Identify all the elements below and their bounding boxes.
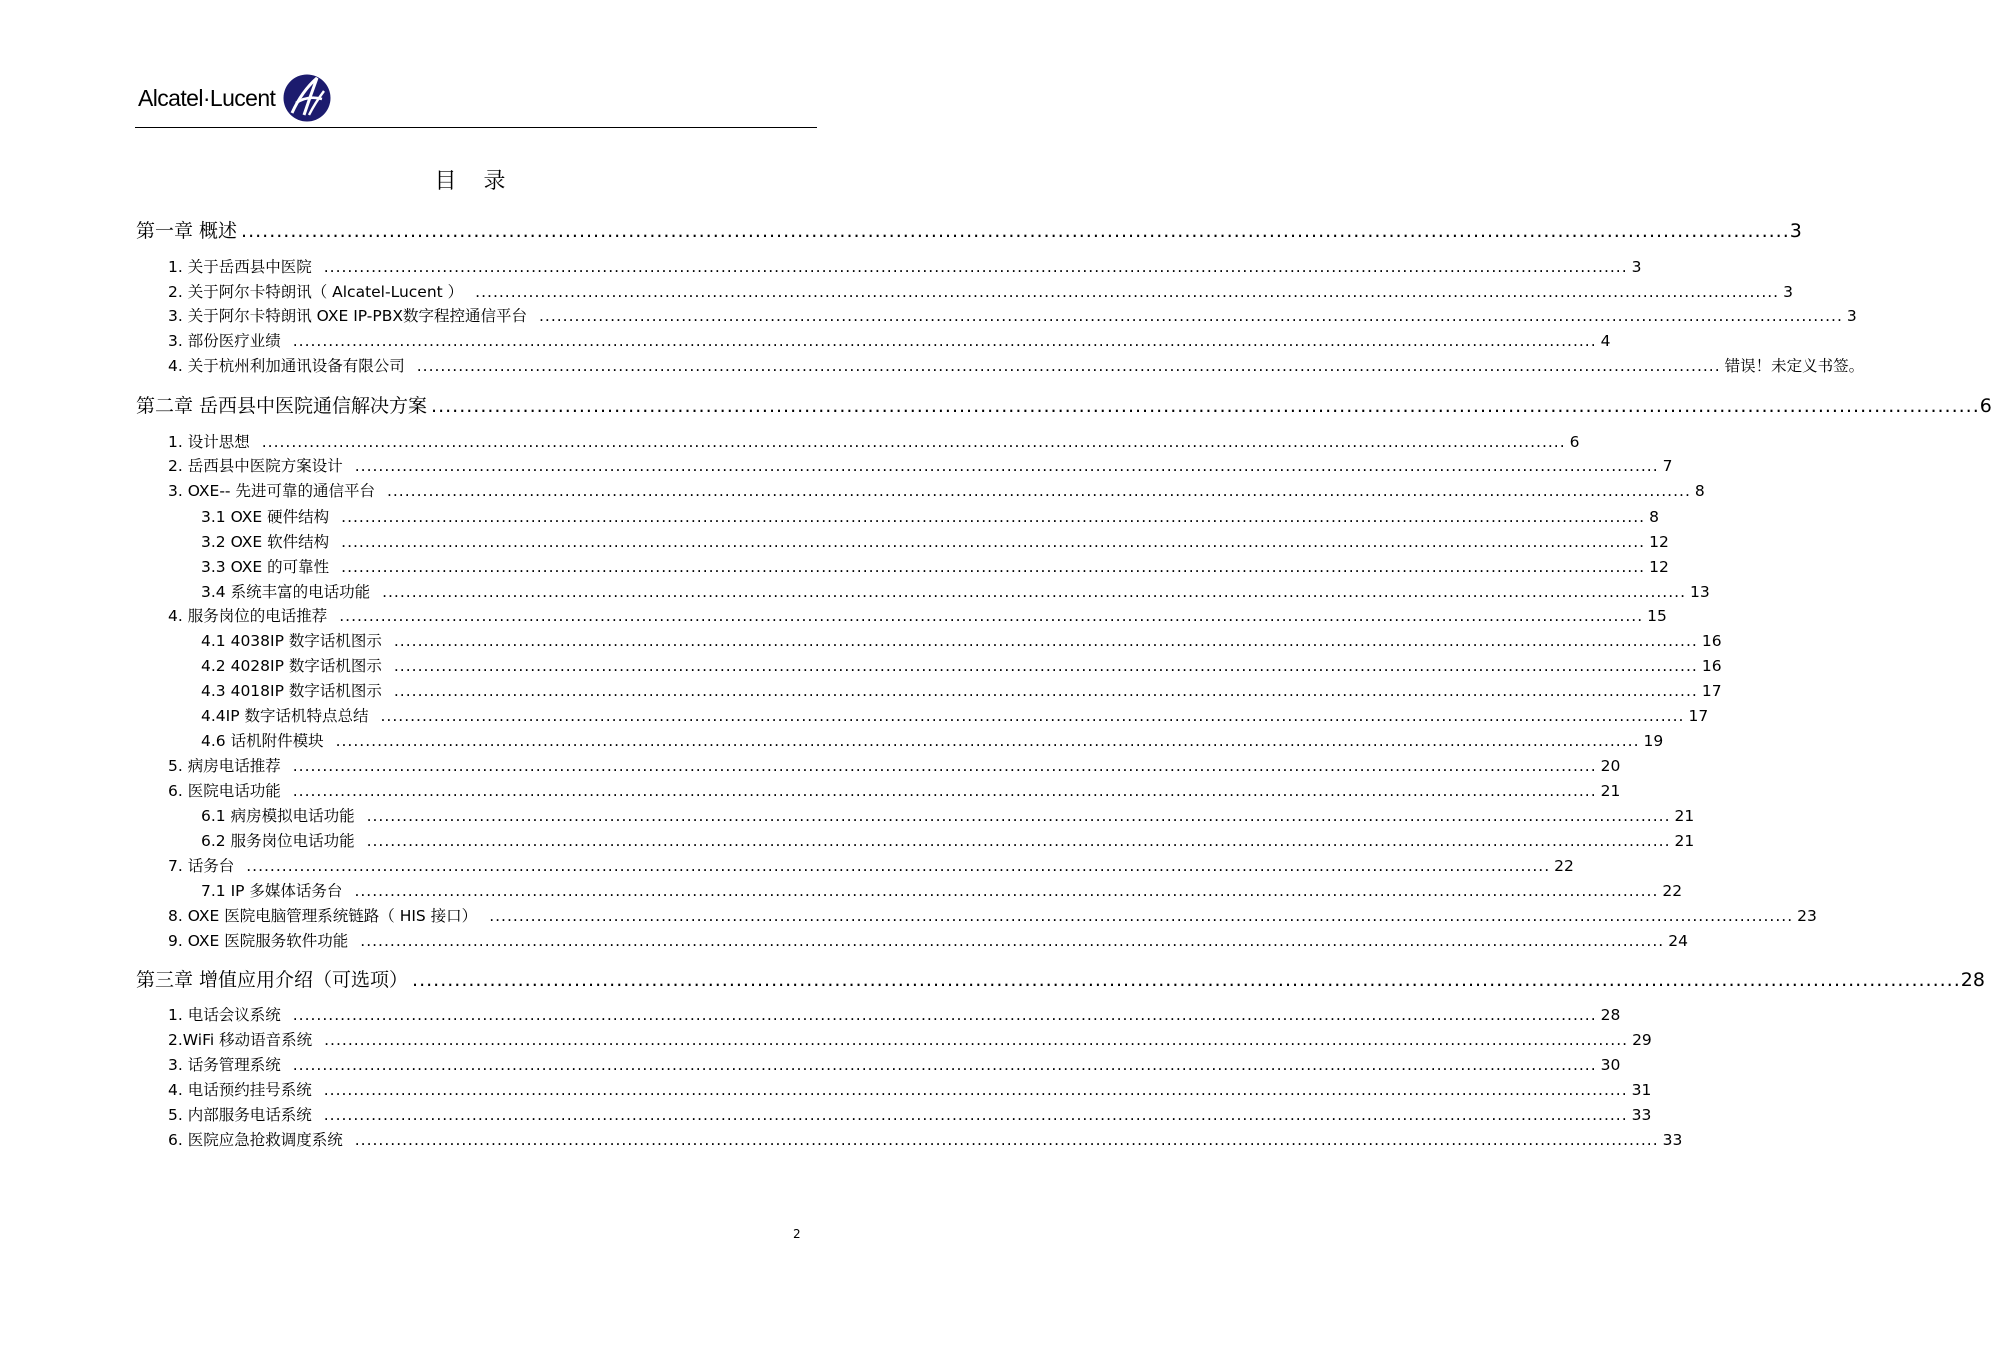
toc-section-entry[interactable] xyxy=(168,1003,1621,1025)
toc-entry-page: 31 xyxy=(1631,1081,1652,1099)
toc-dot-leader: ............................................................................................................................................................................................................................ xyxy=(489,907,1794,925)
toc-dot-leader: ............................................................................................................................................................................................................................ xyxy=(292,1056,1597,1074)
toc-section-entry[interactable] xyxy=(168,255,1642,277)
toc-entry-page: 24 xyxy=(1668,932,1688,950)
toc-dot-leader: ............................................................................................................................................................................................................................ xyxy=(292,757,1597,775)
toc-entry-label: 1. 电话会议系统 xyxy=(168,1006,281,1024)
company-logo xyxy=(138,72,332,124)
toc-dot-leader: ............................................................................................................................................................................................................................ xyxy=(380,707,1685,725)
toc-entry-page: 8 xyxy=(1694,482,1705,500)
toc-dot-leader: ............................................................................................................................................................................................................................ xyxy=(323,1081,1628,1099)
toc-section-entry[interactable] xyxy=(168,1053,1621,1075)
toc-entry-page: 12 xyxy=(1649,533,1669,551)
toc-dot-leader: ............................................................................................................................................................................................................................ xyxy=(354,882,1659,900)
toc-entry-label: 3.3 OXE 的可靠性 xyxy=(201,558,330,576)
toc-section-entry[interactable] xyxy=(168,479,1705,501)
toc-section-entry[interactable] xyxy=(168,454,1673,476)
toc-dot-leader: ............................................................................................................................................................................................................................ xyxy=(341,533,1646,551)
toc-section-entry[interactable] xyxy=(201,555,1669,577)
alcatel-lucent-a-mark-icon xyxy=(282,73,332,123)
toc-entry-label: 6. 医院电话功能 xyxy=(168,782,281,800)
toc-section-entry[interactable] xyxy=(201,804,1695,826)
toc-entry-page: 29 xyxy=(1632,1031,1652,1049)
toc-entry-page: 33 xyxy=(1662,1131,1683,1149)
toc-entry-label: 4.3 4018IP 数字话机图示 xyxy=(201,682,382,700)
toc-dot-leader: ............................................................................................................................................................................................................................ xyxy=(431,395,1980,417)
toc-entry-page: 23 xyxy=(1797,907,1817,925)
toc-entry-label: 3. 话务管理系统 xyxy=(168,1056,281,1074)
toc-chapter-entry[interactable] xyxy=(136,965,1985,992)
toc-entry-label: 3. 部份医疗业绩 xyxy=(168,332,281,350)
toc-chapter-entry[interactable] xyxy=(136,391,1992,418)
toc-entry-page: 21 xyxy=(1674,832,1695,850)
toc-section-entry[interactable] xyxy=(168,304,1857,326)
toc-entry-label: 6.2 服务岗位电话功能 xyxy=(201,832,355,850)
toc-entry-label: 9. OXE 医院服务软件功能 xyxy=(168,932,349,950)
toc-title: 目 录 xyxy=(434,169,516,194)
toc-section-entry[interactable] xyxy=(201,654,1722,676)
toc-dot-leader: ............................................................................................................................................................................................................................ xyxy=(386,482,1691,500)
toc-entry-label: 4. 电话预约挂号系统 xyxy=(168,1081,312,1099)
toc-section-entry[interactable] xyxy=(168,604,1667,626)
toc-chapter-entry[interactable] xyxy=(136,216,1802,243)
toc-entry-page: 6 xyxy=(1979,395,1992,417)
toc-entry-label: 4. 服务岗位的电话推荐 xyxy=(168,607,328,625)
toc-dot-leader: ............................................................................................................................................................................................................................ xyxy=(292,782,1597,800)
toc-dot-leader: ............................................................................................................................................................................................................................ xyxy=(339,607,1644,625)
toc-entry-page: 3 xyxy=(1631,258,1642,276)
toc-dot-leader: ............................................................................................................................................................................................................................ xyxy=(241,220,1790,242)
toc-entry-page: 33 xyxy=(1631,1106,1652,1124)
toc-entry-page: 28 xyxy=(1960,969,1985,991)
toc-dot-leader: ............................................................................................................................................................................................................................ xyxy=(366,832,1671,850)
toc-entry-page: 20 xyxy=(1600,757,1621,775)
toc-entry-label: 7.1 IP 多媒体话务台 xyxy=(201,882,343,900)
toc-section-entry[interactable] xyxy=(168,904,1817,926)
toc-dot-leader: ............................................................................................................................................................................................................................ xyxy=(261,433,1566,451)
toc-entry-label: 3.1 OXE 硬件结构 xyxy=(201,508,330,526)
toc-dot-leader: ............................................................................................................................................................................................................................ xyxy=(246,857,1551,875)
toc-entry-label: 2. 岳西县中医院方案设计 xyxy=(168,457,343,475)
toc-entry-label: 2. 关于阿尔卡特朗讯（ Alcatel-Lucent ） xyxy=(168,283,464,301)
toc-section-entry[interactable] xyxy=(168,1028,1652,1050)
toc-dot-leader: ............................................................................................................................................................................................................................ xyxy=(366,807,1671,825)
toc-section-entry[interactable] xyxy=(201,580,1710,602)
toc-entry-label: 3. OXE-- 先进可靠的通信平台 xyxy=(168,482,375,500)
toc-section-entry[interactable] xyxy=(168,1128,1683,1150)
toc-entry-label: 第二章 岳西县中医院通信解决方案 xyxy=(136,395,428,417)
toc-entry-page: 21 xyxy=(1600,782,1621,800)
toc-dot-leader: ............................................................................................................................................................................................................................ xyxy=(475,283,1780,301)
toc-entry-page: 22 xyxy=(1554,857,1574,875)
toc-section-entry[interactable] xyxy=(168,354,1865,376)
toc-dot-leader: ............................................................................................................................................................................................................................ xyxy=(323,258,1628,276)
toc-section-entry[interactable] xyxy=(201,629,1722,651)
toc-entry-label: 4.2 4028IP 数字话机图示 xyxy=(201,657,382,675)
toc-dot-leader: ............................................................................................................................................................................................................................ xyxy=(292,332,1597,350)
toc-dot-leader: ............................................................................................................................................................................................................................ xyxy=(360,932,1665,950)
toc-entry-page: 17 xyxy=(1701,682,1722,700)
toc-entry-label: 5. 病房电话推荐 xyxy=(168,757,281,775)
toc-entry-page: 3 xyxy=(1846,307,1857,325)
toc-entry-label: 4. 关于杭州利加通讯设备有限公司 xyxy=(168,357,405,375)
toc-entry-page: 15 xyxy=(1647,607,1667,625)
toc-entry-page: 30 xyxy=(1600,1056,1621,1074)
toc-entry-page: 8 xyxy=(1649,508,1659,526)
toc-entry-label: 6. 医院应急抢救调度系统 xyxy=(168,1131,343,1149)
toc-dot-leader: ............................................................................................................................................................................................................................ xyxy=(323,1106,1628,1124)
toc-section-entry[interactable] xyxy=(168,779,1621,801)
toc-entry-label: 8. OXE 医院电脑管理系统链路（ HIS 接口） xyxy=(168,907,478,925)
toc-section-entry[interactable] xyxy=(168,929,1688,951)
toc-entry-page: 6 xyxy=(1569,433,1580,451)
header-divider xyxy=(135,127,817,128)
toc-entry-page: 16 xyxy=(1701,657,1722,675)
toc-entry-page: 错误！未定义书签。 xyxy=(1724,357,1865,375)
toc-section-entry[interactable] xyxy=(201,879,1683,901)
toc-dot-leader: ............................................................................................................................................................................................................................ xyxy=(292,1006,1597,1024)
toc-section-entry[interactable] xyxy=(201,679,1722,701)
toc-section-entry[interactable] xyxy=(168,329,1611,351)
toc-dot-leader: ............................................................................................................................................................................................................................ xyxy=(393,657,1698,675)
toc-entry-page: 22 xyxy=(1662,882,1683,900)
toc-entry-page: 3 xyxy=(1789,220,1802,242)
toc-section-entry[interactable] xyxy=(168,854,1574,876)
toc-entry-label: 第三章 增值应用介绍（可选项） xyxy=(136,969,409,991)
toc-dot-leader: ............................................................................................................................................................................................................................ xyxy=(354,457,1659,475)
toc-section-entry[interactable] xyxy=(168,430,1580,452)
toc-section-entry[interactable] xyxy=(168,1078,1652,1100)
toc-entry-label: 6.1 病房模拟电话功能 xyxy=(201,807,355,825)
toc-section-entry[interactable] xyxy=(201,704,1709,726)
logo-text: Alcatel·Lucent xyxy=(138,84,276,111)
toc-entry-label: 1. 设计思想 xyxy=(168,433,250,451)
toc-section-entry[interactable] xyxy=(168,280,1793,302)
toc-entry-page: 17 xyxy=(1688,707,1709,725)
toc-entry-page: 16 xyxy=(1701,632,1722,650)
toc-entry-page: 3 xyxy=(1783,283,1793,301)
toc-entry-label: 3. 关于阿尔卡特朗讯 OXE IP-PBX数字程控通信平台 xyxy=(168,307,527,325)
toc-section-entry[interactable] xyxy=(168,1103,1652,1125)
toc-entry-label: 4.1 4038IP 数字话机图示 xyxy=(201,632,382,650)
toc-dot-leader: ............................................................................................................................................................................................................................ xyxy=(412,969,1961,991)
toc-section-entry[interactable] xyxy=(201,829,1695,851)
toc-entry-label: 5. 内部服务电话系统 xyxy=(168,1106,312,1124)
toc-entry-label: 4.4IP 数字话机特点总结 xyxy=(201,707,369,725)
toc-entry-page: 21 xyxy=(1674,807,1695,825)
toc-section-entry[interactable] xyxy=(201,729,1664,751)
toc-dot-leader: ............................................................................................................................................................................................................................ xyxy=(538,307,1843,325)
toc-entry-page: 13 xyxy=(1690,583,1710,601)
toc-section-entry[interactable] xyxy=(168,754,1621,776)
toc-dot-leader: ............................................................................................................................................................................................................................ xyxy=(393,632,1698,650)
page-number: 2 xyxy=(793,1227,801,1241)
toc-entry-label: 7. 话务台 xyxy=(168,857,235,875)
toc-entry-label: 3.2 OXE 软件结构 xyxy=(201,533,330,551)
toc-entry-page: 28 xyxy=(1600,1006,1621,1024)
toc-dot-leader: ............................................................................................................................................................................................................................ xyxy=(324,1031,1629,1049)
toc-entry-page: 7 xyxy=(1662,457,1673,475)
toc-dot-leader: ............................................................................................................................................................................................................................ xyxy=(393,682,1698,700)
toc-entry-page: 12 xyxy=(1649,558,1669,576)
toc-entry-page: 19 xyxy=(1643,732,1664,750)
toc-entry-label: 1. 关于岳西县中医院 xyxy=(168,258,312,276)
toc-section-entry[interactable] xyxy=(201,530,1669,552)
toc-entry-label: 3.4 系统丰富的电话功能 xyxy=(201,583,371,601)
toc-dot-leader: ............................................................................................................................................................................................................................ xyxy=(335,732,1640,750)
toc-entry-label: 2.WiFi 移动语音系统 xyxy=(168,1031,313,1049)
toc-entry-page: 4 xyxy=(1600,332,1611,350)
toc-entry-label: 4.6 话机附件模块 xyxy=(201,732,324,750)
toc-dot-leader: ............................................................................................................................................................................................................................ xyxy=(382,583,1687,601)
toc-dot-leader: ............................................................................................................................................................................................................................ xyxy=(341,508,1646,526)
toc-entry-label: 第一章 概述 xyxy=(136,220,238,242)
toc-section-entry[interactable] xyxy=(201,505,1659,527)
toc-dot-leader: ............................................................................................................................................................................................................................ xyxy=(416,357,1721,375)
toc-dot-leader: ............................................................................................................................................................................................................................ xyxy=(341,558,1646,576)
toc-dot-leader: ............................................................................................................................................................................................................................ xyxy=(354,1131,1659,1149)
